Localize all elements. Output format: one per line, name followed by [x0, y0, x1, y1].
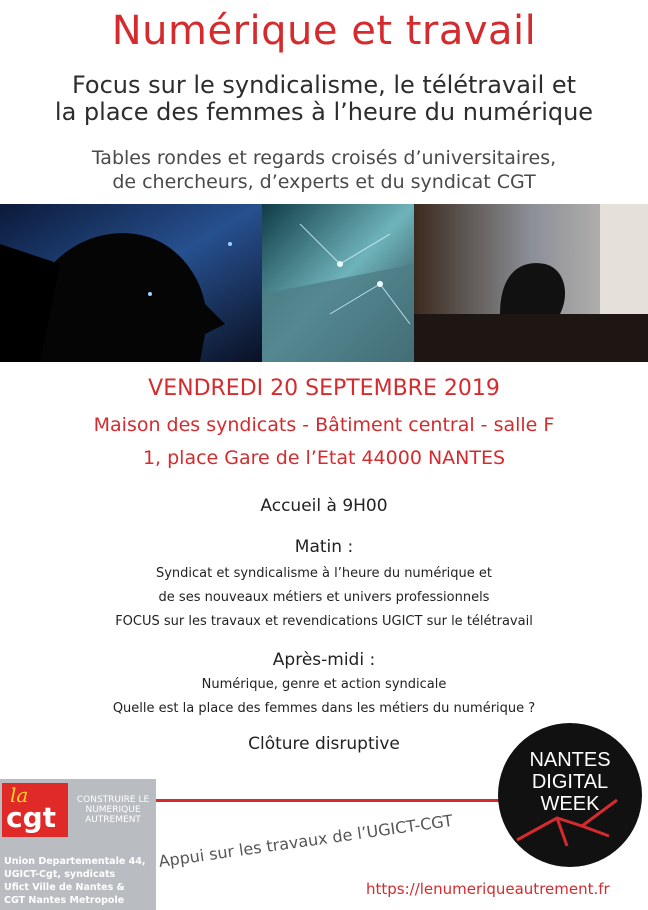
welcome-time: Accueil à 9H00	[260, 496, 388, 516]
photo-silhouette	[0, 204, 262, 362]
afternoon-heading: Après-midi :	[272, 650, 376, 670]
morning-item: FOCUS sur les travaux et revendications UGICT sur le télétravail	[115, 614, 533, 629]
cgt-logo-cgt: cgt	[6, 801, 57, 834]
ndw-line: DIGITAL	[531, 771, 609, 793]
cgt-logo-mark	[2, 783, 68, 837]
lede-line-2: de chercheurs, d’experts et du syndicat CGT	[112, 171, 536, 193]
morning-heading: Matin :	[294, 537, 354, 557]
website-link[interactable]: https://lenumeriqueautrement.fr	[366, 880, 610, 898]
cgt-tagline	[72, 795, 154, 825]
cgt-tagline-line: NUMERIQUE	[85, 805, 141, 815]
ndw-line: NANTES	[529, 749, 611, 771]
venue-name: Maison des syndicats - Bâtiment central - salle F	[93, 414, 555, 436]
subtitle-line-1: Focus sur le syndicalisme, le télétravail et	[71, 71, 577, 99]
photo-keyboard	[262, 204, 414, 362]
cgt-tagline-line: AUTREMENT	[85, 815, 141, 825]
cgt-org-line: CGT Nantes Metropole	[4, 895, 125, 906]
subtitle	[0, 72, 648, 126]
closing-session: Clôture disruptive	[248, 734, 400, 754]
page-title: Numérique et travail	[111, 8, 537, 54]
ndw-line: WEEK	[540, 793, 600, 815]
divider	[150, 799, 520, 802]
cgt-orgs	[4, 855, 156, 907]
cgt-tagline-line: CONSTRUIRE LE	[76, 795, 150, 805]
afternoon-item: Quelle est la place des femmes dans les métiers du numérique ?	[112, 701, 536, 716]
photo-banner	[0, 204, 648, 362]
event-date: VENDREDI 20 SEPTEMBRE 2019	[148, 376, 500, 401]
lede-line-1: Tables rondes et regards croisés d’universitaires,	[91, 147, 557, 169]
support-note: Appui sur les travaux de l’UGICT-CGT	[157, 810, 454, 871]
subtitle-line-2: la place des femmes à l’heure du numérique	[54, 98, 594, 126]
lede	[0, 146, 648, 194]
afternoon-item: Numérique, genre et action syndicale	[201, 677, 447, 692]
nantes-digital-week-logo	[497, 722, 643, 868]
morning-item: Syndicat et syndicalisme à l’heure du numérique et	[155, 566, 493, 581]
photo-office	[414, 204, 648, 362]
venue-address: 1, place Gare de l’Etat 44000 NANTES	[142, 447, 506, 469]
ndw-badge	[497, 722, 643, 868]
cgt-org-line: Union Departementale 44,	[4, 856, 146, 867]
cgt-logo	[0, 779, 156, 910]
cgt-org-line: UGICT-Cgt, syndicats	[4, 869, 116, 880]
morning-item: de ses nouveaux métiers et univers professionnels	[158, 590, 490, 605]
cgt-org-line: Ufict Ville de Nantes &	[4, 882, 125, 893]
cgt-logo-la: la	[10, 783, 29, 807]
